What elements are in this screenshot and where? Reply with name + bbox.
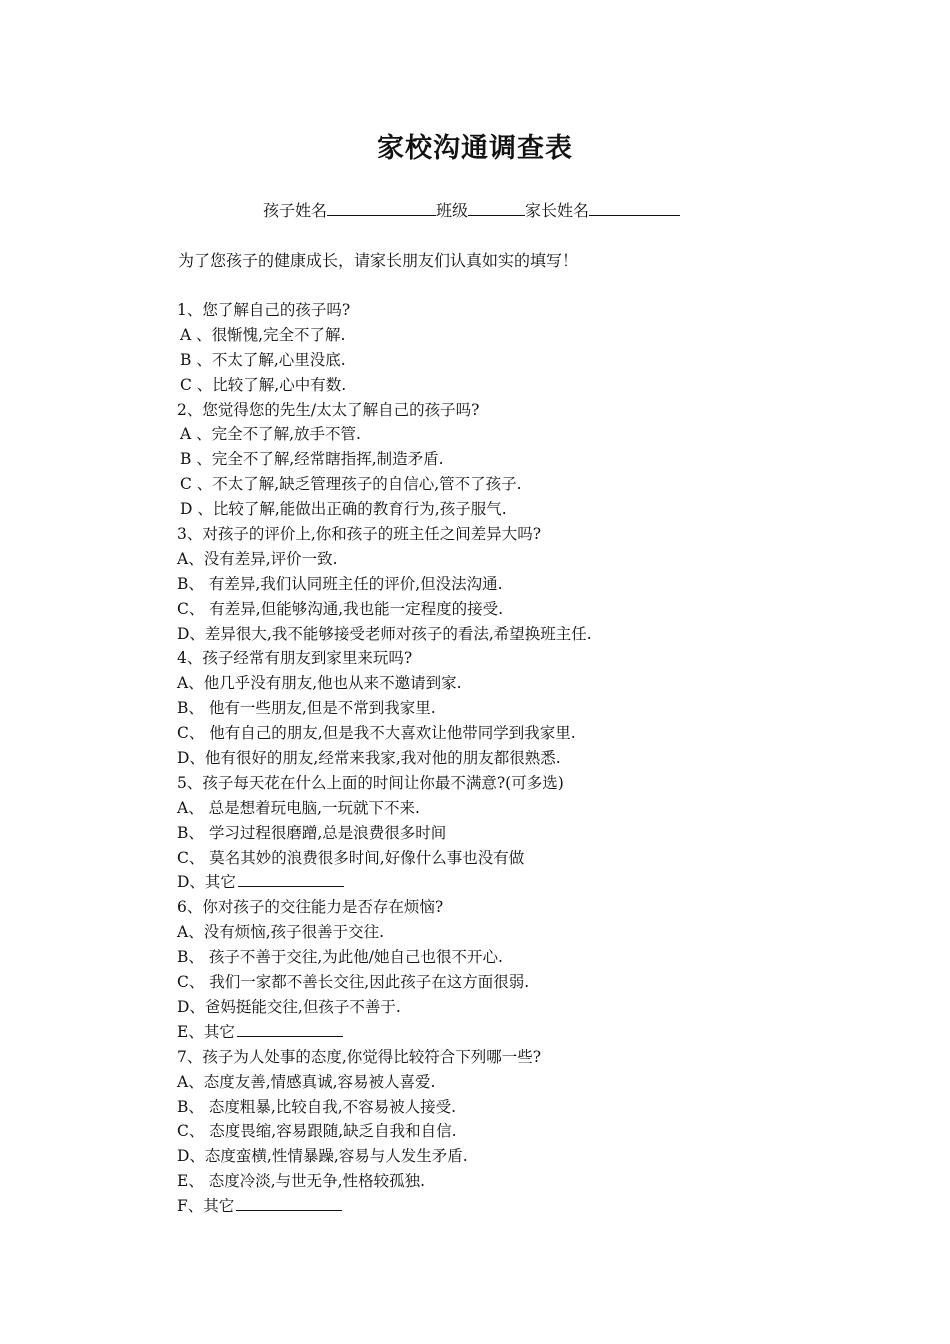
- option-5c: C、 莫名其妙的浪费很多时间,好像什么事也没有做: [177, 848, 525, 867]
- question-list: [177, 298, 817, 1219]
- option-2a: A 、完全不了解,放手不管.: [180, 425, 361, 444]
- class-label: 班级: [436, 201, 469, 220]
- option-2c: C 、不太了解,缺乏管理孩子的自信心,管不了孩子.: [180, 475, 522, 494]
- option-3b: B、 有差异,我们认同班主任的评价,但没法沟通.: [177, 574, 503, 593]
- question-1: 1、您了解自己的孩子吗?: [177, 301, 351, 319]
- parent-name-label: 家长姓名: [525, 201, 590, 220]
- option-1c: C 、比较了解,心中有数.: [180, 375, 347, 394]
- other-5-field[interactable]: [238, 871, 344, 887]
- question-2: 2、您觉得您的先生/太太了解自己的孩子吗?: [177, 400, 480, 419]
- child-name-field[interactable]: [327, 199, 436, 216]
- option-7f: F、其它: [177, 1197, 235, 1216]
- info-line: [263, 199, 680, 223]
- option-5d: D、其它: [177, 873, 236, 892]
- question-5: 5、孩子每天花在什么上面的时间让你最不满意?(可多选): [177, 773, 564, 792]
- class-field[interactable]: [468, 199, 525, 216]
- option-3a: A、没有差异,评价一致.: [177, 549, 338, 568]
- question-4: 4、孩子经常有朋友到家里来玩吗?: [177, 649, 413, 668]
- page-title: 家校沟通调查表: [377, 133, 573, 164]
- option-4c: C、 他有自己的朋友,但是我不大喜欢让他带同学到我家里.: [177, 724, 576, 743]
- question-3: 3、对孩子的评价上,你和孩子的班主任之间差异大吗?: [177, 525, 542, 544]
- other-6-field[interactable]: [237, 1021, 343, 1037]
- option-7a: A、态度友善,情感真诚,容易被人喜爱.: [177, 1072, 436, 1091]
- intro-text: 为了您孩子的健康成长，请家长朋友们认真如实的填写！: [178, 251, 579, 270]
- option-7e: E、 态度冷淡,与世无争,性格较孤独.: [177, 1172, 426, 1191]
- option-2b: B 、完全不了解,经常瞎指挥,制造矛盾.: [180, 450, 444, 469]
- question-6: 6、你对孩子的交往能力是否存在烦恼?: [177, 898, 444, 917]
- option-7f-row: [177, 1194, 817, 1219]
- option-6e: E、其它: [177, 1022, 235, 1041]
- option-6d: D、爸妈挺能交往,但孩子不善于.: [177, 997, 401, 1016]
- option-1a: A 、很惭愧,完全不了解.: [180, 325, 346, 344]
- child-name-label: 孩子姓名: [263, 201, 328, 220]
- option-4b: B、 他有一些朋友,但是不常到我家里.: [177, 699, 436, 718]
- option-4a: A、他几乎没有朋友,他也从来不邀请到家.: [177, 674, 462, 693]
- option-1b: B 、不太了解,心里没底.: [180, 350, 346, 369]
- option-6c: C、 我们一家都不善长交往,因此孩子在这方面很弱.: [177, 973, 530, 992]
- other-7-field[interactable]: [236, 1195, 342, 1211]
- option-7b: B、 态度粗暴,比较自我,不容易被人接受.: [177, 1097, 457, 1116]
- option-3d: D、差异很大,我不能够接受老师对孩子的看法,希望换班主任.: [177, 624, 592, 643]
- option-7c: C、 态度畏缩,容易跟随,缺乏自我和自信.: [177, 1122, 457, 1141]
- option-3c: C、 有差异,但能够沟通,我也能一定程度的接受.: [177, 599, 504, 618]
- option-7d: D、态度蛮横,性情暴躁,容易与人发生矛盾.: [177, 1147, 468, 1166]
- question-7: 7、孩子为人处事的态度,你觉得比较符合下列哪一些?: [177, 1047, 542, 1066]
- option-6e-row: [177, 1020, 817, 1045]
- option-6a: A、没有烦恼,孩子很善于交往.: [177, 923, 385, 942]
- option-5b: B、 学习过程很磨蹭,总是浪费很多时间: [177, 823, 447, 842]
- option-2d: D 、比较了解,能做出正确的教育行为,孩子服气.: [180, 500, 507, 519]
- option-4d: D、他有很好的朋友,经常来我家,我对他的朋友都很熟悉.: [177, 749, 561, 768]
- parent-name-field[interactable]: [589, 199, 680, 216]
- option-5a: A、 总是想着玩电脑,一玩就下不来.: [177, 798, 420, 817]
- option-6b: B、 孩子不善于交往,为此他/她自己也很不开心.: [177, 948, 503, 967]
- option-5d-row: [177, 870, 817, 895]
